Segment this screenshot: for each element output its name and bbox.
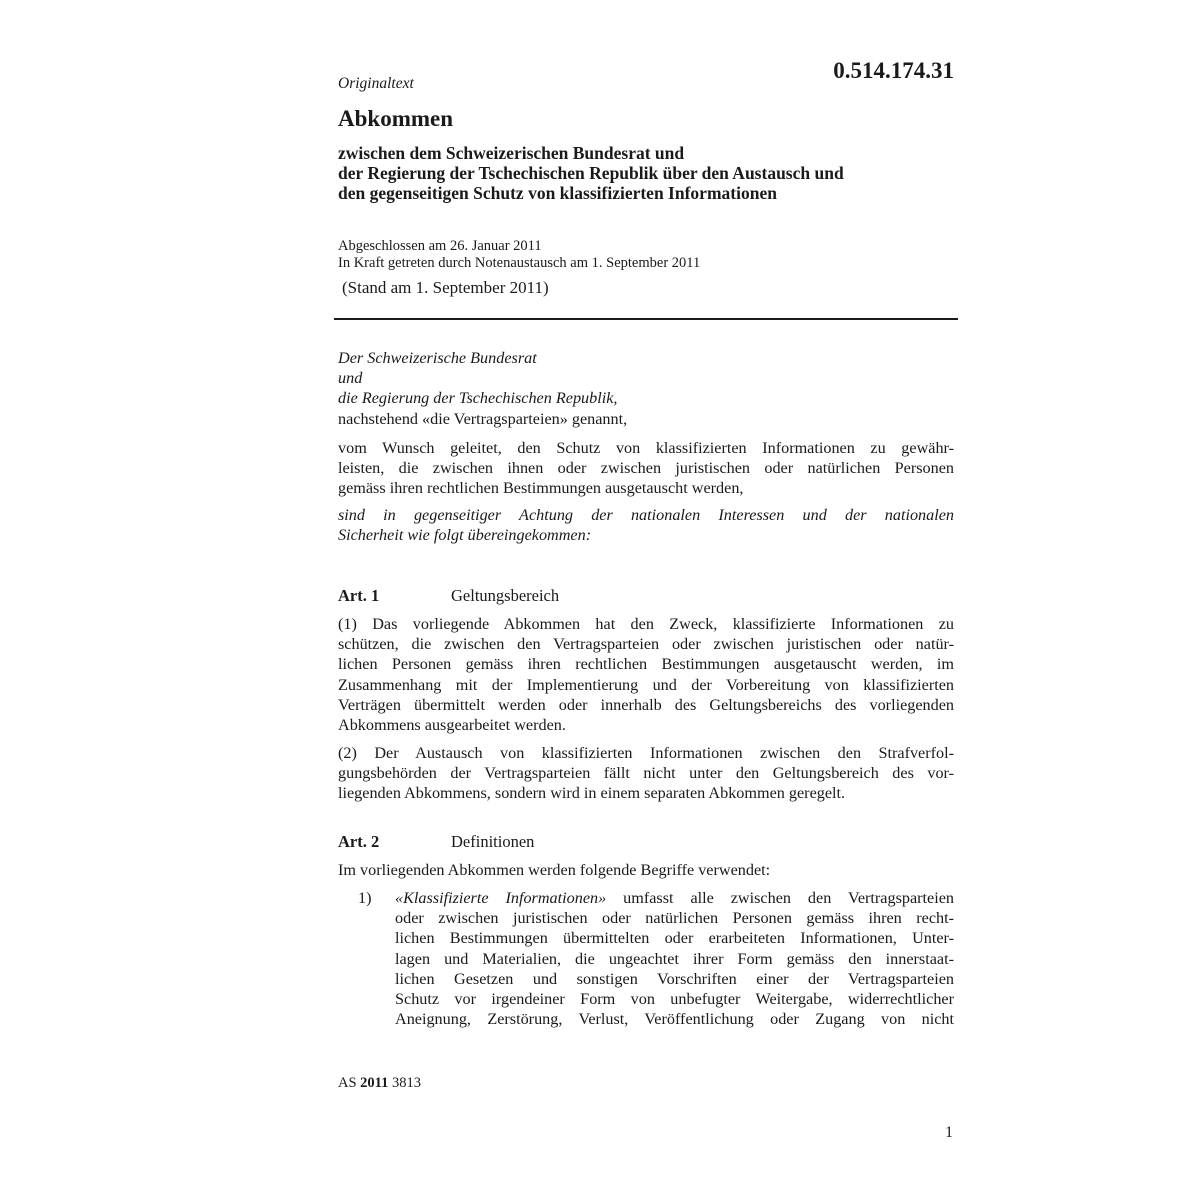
preamble-recital [338, 438, 954, 499]
party-line: Der Schweizerische Bundesrat [338, 349, 537, 367]
text-line: lichen Bestimmungen übermittelten oder erarbeiteten Informationen, Unter- [395, 929, 954, 948]
article-2-intro [338, 860, 954, 880]
item-marker: 1) [358, 889, 372, 907]
text-line: oder zwischen juristischen oder natürlichen Personen gemäss ihren recht- [395, 909, 954, 928]
in-force-date: In Kraft getreten durch Notenaustausch am 1. September 2011 [338, 255, 701, 271]
article-title: Definitionen [451, 832, 535, 851]
subtitle-line: der Regierung der Tschechischen Republik über den Austausch und [338, 163, 844, 183]
as-prefix: AS [338, 1075, 357, 1091]
item-content [395, 888, 954, 1029]
article-1-paragraph-2 [338, 743, 954, 804]
text-line: Abkommens ausgearbeitet werden. [338, 716, 566, 735]
text-line: (1) Das vorliegende Abkommen hat den Zweck, klassifizierte Informationen zu [338, 615, 954, 633]
status-date: (Stand am 1. September 2011) [342, 278, 549, 297]
official-collection-reference [338, 1075, 421, 1092]
document-title: Abkommen [338, 106, 454, 131]
article-number: Art. 1 [338, 586, 380, 605]
article-title: Geltungsbereich [451, 586, 560, 605]
text-line: gungsbehörden der Vertragsparteien fällt nicht unter den Geltungsbereich des vor- [338, 764, 954, 783]
text-line: vom Wunsch geleitet, den Schutz von klassifizierten Informationen zu gewähr- [338, 439, 954, 457]
header-divider [334, 318, 958, 320]
text-line: Verträgen übermittelt werden oder innerhalb des Geltungsbereichs des vorliegenden [338, 695, 954, 714]
text-line: Schutz vor irgendeiner Form von unbefugter Weitergabe, widerrechtlicher [395, 990, 954, 1009]
as-page: 3813 [392, 1075, 421, 1091]
text-line: (2) Der Austausch von klassifizierten Informationen zwischen den Strafverfol- [338, 744, 954, 762]
text-line: Zusammenhang mit der Implementierung und der Vorbereitung von klassifizierten [338, 675, 954, 694]
text-line: leisten, die zwischen ihnen oder zwischen juristischen oder natürlichen Personen [338, 459, 954, 478]
party-line: und [338, 369, 363, 388]
concluded-date: Abgeschlossen am 26. Januar 2011 [338, 238, 542, 254]
text-line: liegenden Abkommens, sondern wird in einem separaten Abkommen geregelt. [338, 784, 846, 803]
text-line: gemäss ihren rechtlichen Bestimmungen ausgetauscht werden, [338, 479, 744, 498]
text-line: Aneignung, Zerstörung, Verlust, Veröffentlichung oder Zugang von nicht [395, 1010, 954, 1029]
text-line: lichen Gesetzen und sonstigen Vorschriften einer der Vertragsparteien [395, 969, 954, 988]
text-line [395, 888, 954, 908]
preamble-agreement [338, 505, 954, 545]
original-text-label: Originaltext [338, 75, 414, 92]
article-2-heading [338, 832, 534, 852]
text-line: sind in gegenseitiger Achtung der nationalen Interessen und der nationalen [338, 506, 954, 524]
defined-term: «Klassifizierte Informationen» [395, 889, 607, 907]
document-subtitle [338, 143, 958, 203]
text-line: Im vorliegenden Abkommen werden folgende Begriffe verwendet: [338, 861, 771, 879]
preamble-parties [338, 348, 954, 429]
article-1-paragraph-1 [338, 614, 954, 735]
article-number: Art. 2 [338, 832, 380, 851]
page-number: 1 [945, 1124, 953, 1141]
article-1-heading [338, 586, 559, 606]
text-line: lichen Personen gemäss ihren rechtlichen Bestimmungen ausgetauscht werden, im [338, 655, 954, 674]
subtitle-line: zwischen dem Schweizerischen Bundesrat und [338, 143, 685, 163]
sr-number: 0.514.174.31 [833, 58, 954, 83]
document-meta [338, 238, 700, 272]
parties-note: nachstehend «die Vertragsparteien» genannt, [338, 409, 628, 428]
party-line: die Regierung der Tschechischen Republik, [338, 389, 618, 408]
text-line: lagen und Materialien, die ungeachtet ihrer Form gemäss den innerstaat- [395, 949, 954, 968]
text-line: Sicherheit wie folgt übereingekommen: [338, 526, 592, 545]
text-fragment: umfasst alle zwischen den Vertragsparteien [606, 889, 955, 907]
as-year: 2011 [360, 1075, 389, 1091]
text-line: schützen, die zwischen den Vertragsparteien oder zwischen juristischen oder natür- [338, 635, 954, 654]
subtitle-line: den gegenseitigen Schutz von klassifizierten Informationen [338, 183, 777, 203]
